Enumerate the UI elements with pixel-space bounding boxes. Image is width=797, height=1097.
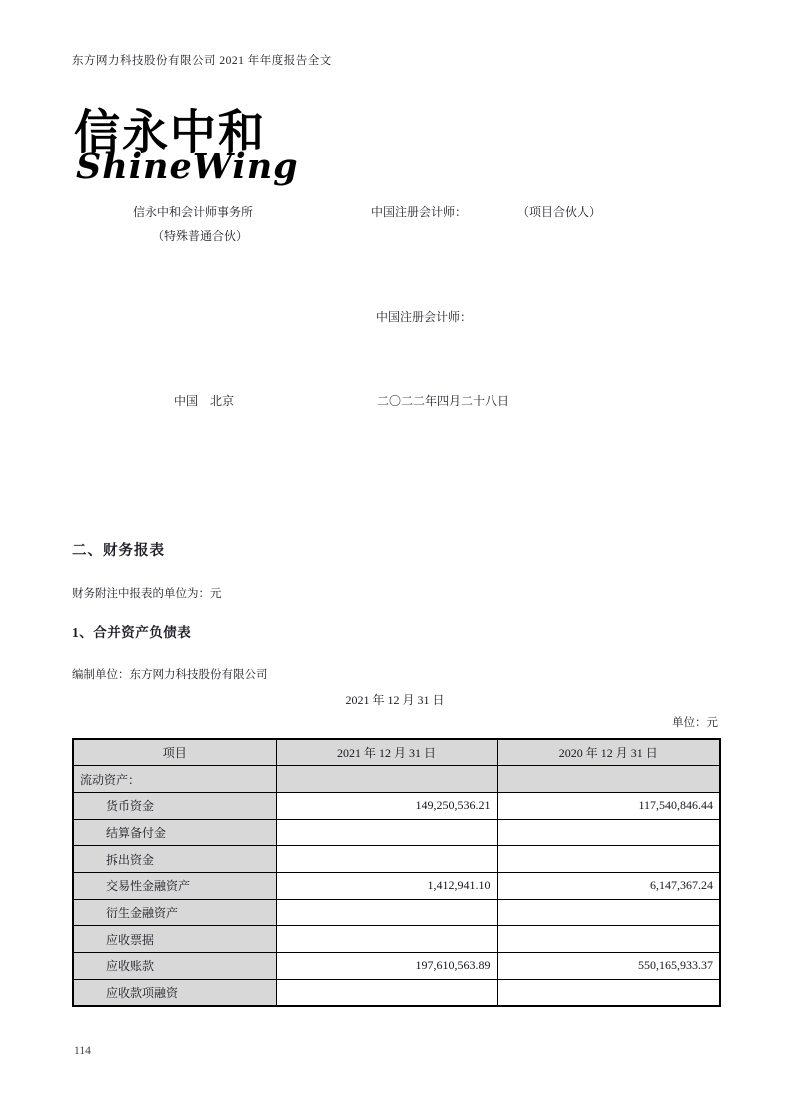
table-row xyxy=(73,899,720,926)
partner-note: （项目合伙人） xyxy=(517,205,602,219)
row-label: 应收账款 xyxy=(73,953,276,980)
table-row xyxy=(73,846,720,873)
auditor-firm-type: （特殊普通合伙） xyxy=(152,229,249,243)
row-value-2021 xyxy=(276,819,497,846)
unit-note: 财务附注中报表的单位为：元 xyxy=(72,588,222,600)
row-label: 衍生金融资产 xyxy=(73,899,276,926)
subheading-consolidated-balance-sheet: 1、合并资产负债表 xyxy=(72,625,192,640)
table-header-row xyxy=(73,739,720,766)
table-row xyxy=(73,792,720,819)
row-value-2021: 197,610,563.89 xyxy=(276,953,497,980)
logo-chinese-calligraphy: 信永中和 xyxy=(74,106,266,159)
row-label: 应收款项融资 xyxy=(73,979,276,1006)
row-label: 拆出资金 xyxy=(73,846,276,873)
cpa-label-2: 中国注册会计师： xyxy=(376,310,473,324)
row-label: 交易性金融资产 xyxy=(73,872,276,899)
balance-sheet-body xyxy=(73,766,720,1006)
table-row xyxy=(73,819,720,846)
prepared-by: 编制单位：东方网力科技股份有限公司 xyxy=(72,669,268,681)
row-value-2020 xyxy=(497,979,720,1006)
row-value-2021 xyxy=(276,766,497,793)
row-value-2020: 550,165,933.37 xyxy=(497,953,720,980)
auditor-firm-name: 信永中和会计师事务所 xyxy=(133,205,254,219)
header-item: 项目 xyxy=(73,739,276,766)
page-number: 114 xyxy=(74,1045,91,1057)
header-2021: 2021 年 12 月 31 日 xyxy=(276,739,497,766)
row-value-2021 xyxy=(276,899,497,926)
table-row xyxy=(73,926,720,953)
row-value-2020 xyxy=(497,926,720,953)
row-value-2020 xyxy=(497,766,720,793)
row-value-2021 xyxy=(276,979,497,1006)
logo-english-script: ShineWing xyxy=(76,146,299,187)
row-value-2020 xyxy=(497,899,720,926)
row-value-2020 xyxy=(497,846,720,873)
row-label: 货币资金 xyxy=(73,792,276,819)
row-value-2021: 1,412,941.10 xyxy=(276,872,497,899)
unit-label: 单位：元 xyxy=(672,717,718,729)
cpa-label-1: 中国注册会计师： xyxy=(371,205,468,219)
row-value-2021 xyxy=(276,846,497,873)
statement-date: 2021 年 12 月 31 日 xyxy=(345,693,445,707)
row-value-2020 xyxy=(497,819,720,846)
balance-sheet-table xyxy=(72,738,721,1007)
signature-location: 中国 北京 xyxy=(174,394,235,408)
row-value-2021 xyxy=(276,926,497,953)
row-label: 流动资产： xyxy=(73,766,276,793)
table-row xyxy=(73,766,720,793)
table-row xyxy=(73,953,720,980)
section-heading-financial-statements: 二、财务报表 xyxy=(72,543,165,559)
header-2020: 2020 年 12 月 31 日 xyxy=(497,739,720,766)
balance-sheet-header xyxy=(73,739,720,766)
row-value-2020: 117,540,846.44 xyxy=(497,792,720,819)
row-label: 应收票据 xyxy=(73,926,276,953)
signature-date: 二〇二二年四月二十八日 xyxy=(377,394,510,408)
table-row xyxy=(73,872,720,899)
row-label: 结算备付金 xyxy=(73,819,276,846)
row-value-2021: 149,250,536.21 xyxy=(276,792,497,819)
table-row xyxy=(73,979,720,1006)
row-value-2020: 6,147,367.24 xyxy=(497,872,720,899)
document-header: 东方网力科技股份有限公司 2021 年年度报告全文 xyxy=(72,55,332,67)
